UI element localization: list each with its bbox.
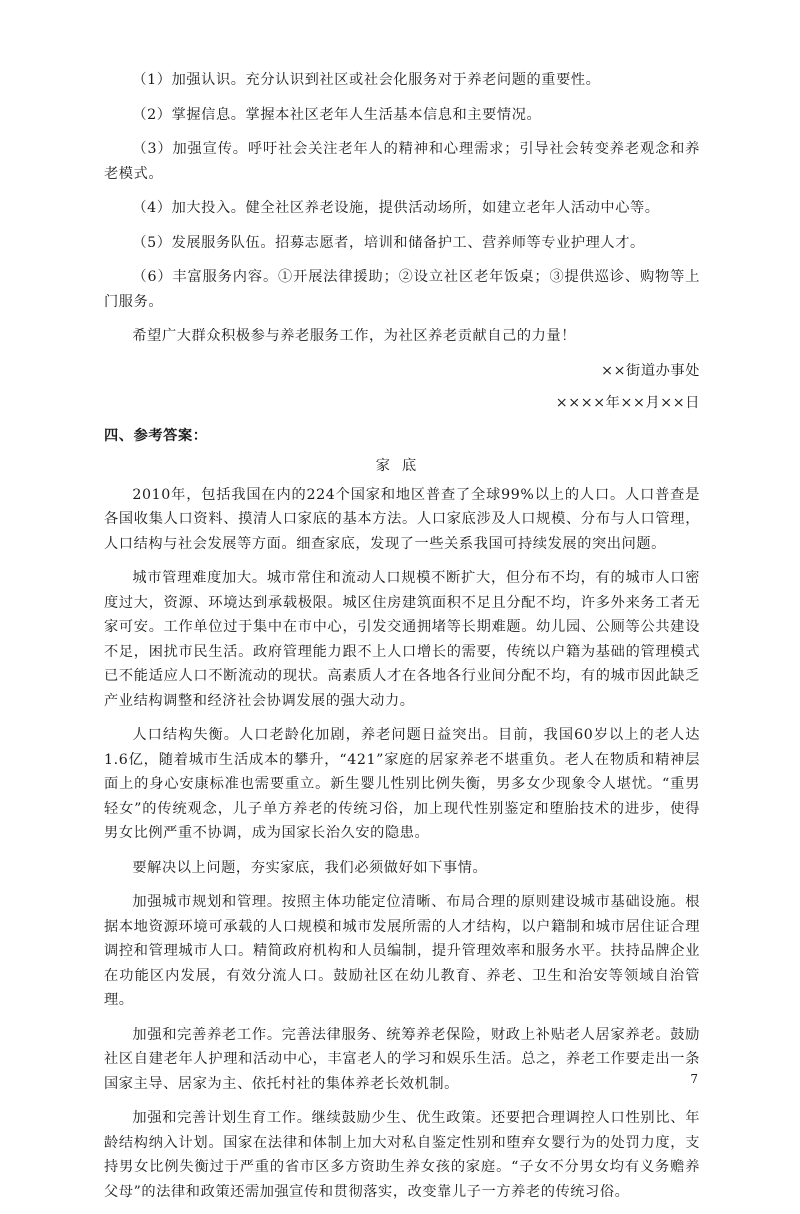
- closing-sentence: 希望广大群众积极参与养老服务工作，为社区养老贡献自己的力量！: [132, 328, 577, 344]
- list-item-5: （5）发展服务队伍。招募志愿者，培训和储备护工、营养师等专业护理人才。: [132, 234, 645, 251]
- list-item-3: （3）加强宣传。呼吁社会关注老年人的精神和心理需求；引导社会转变养老观念和养老模式。: [104, 141, 700, 182]
- date-line: ××××年××月××日: [555, 395, 700, 411]
- signature: ××街道办事处: [601, 362, 700, 379]
- paragraph-transition: 要解决以上问题，夯实家底，我们必须做好如下事情。: [132, 859, 488, 876]
- section-heading: 四、参考答案：: [104, 427, 208, 444]
- page-number: 7: [690, 1072, 698, 1086]
- page-content: [104, 68, 700, 1214]
- list-item-4: （4）加大投入。健全社区养老设施，提供活动场所，如建立老年人活动中心等。: [132, 200, 660, 216]
- paragraph-intro: 2010年，包括我国在内的224个国家和地区普查了全球99%以上的人口。人口普查是各国收集人口资料、摸清人口家底的基本方法。人口家底涉及人口规模、分布与人口管理，人口结构与社会发展等方面。细查家底，发现了一些关系我国可持续发展的突出问题。: [104, 486, 700, 552]
- paragraph-population-structure: 人口结构失衡。人口老龄化加剧，养老问题日益突出。目前，我国60岁以上的老人达1.6亿，随着城市生活成本的攀升，“421”家庭的居家养老不堪重负。老人在物质和精神层面上的身心安康标准也需要重立。新生婴儿性别比例失衡，男多女少现象令人堪忧。“重男轻女”的传统观念，儿子单方养老的传统习俗，加上现代性别鉴定和堕胎技术的进步，使得男女比例严重不协调，成为国家长治久安的隐患。: [104, 727, 700, 841]
- paragraph-city-management: 城市管理难度加大。城市常住和流动人口规模不断扩大，但分布不均，有的城市人口密度过大，资源、环境达到承载极限。城区住房建筑面积不足且分配不均，许多外来务工者无家可安。工作单位过于集中在市中心，引发交通拥堵等长期难题。幼儿园、公厕等公共建设不足，困扰市民生活。政府管理能力跟不上人口增长的需要，传统以户籍为基础的管理模式已不能适应人口不断流动的现状。高素质人才在各地各行业间分配不均，有的城市因此缺乏产业结构调整和经济社会协调发展的强大动力。: [104, 570, 700, 709]
- paragraph-city-planning: 加强城市规划和管理。按照主体功能定位清晰、布局合理的原则建设城市基础设施。根据本地资源环境可承载的人口规模和城市发展所需的人才结构，以户籍制和城市居住证合理调控和管理城市人口。精简政府机构和人员编制，提升管理效率和服务水平。扶持品牌企业在功能区内发展，有效分流人口。鼓励社区在幼儿教育、养老、卫生和治安等领域自治管理。: [104, 894, 700, 1008]
- list-item-1: （1）加强认识。充分认识到社区或社会化服务对于养老问题的重要性。: [132, 72, 601, 88]
- list-item-6: （6）丰富服务内容。①开展法律援助；②设立社区老年饭桌；③提供巡诊、购物等上门服务。: [104, 269, 700, 310]
- list-item-2: （2）掌握信息。掌握本社区老年人生活基本信息和主要情况。: [132, 106, 542, 123]
- essay-title: 家底: [375, 458, 429, 474]
- paragraph-elderly-care: 加强和完善养老工作。完善法律服务、统筹养老保险，财政上补贴老人居家养老。鼓励社区自建老年人护理和活动中心，丰富老人的学习和娱乐生活。总之，养老工作要走出一条国家主导、居家为主、依托村社的集体养老长效机制。: [104, 1026, 700, 1092]
- paragraph-family-planning: 加强和完善计划生育工作。继续鼓励少生、优生政策。还要把合理调控人口性别比、年龄结构纳入计划。国家在法律和体制上加大对私自鉴定性别和堕弃女婴行为的处罚力度，支持男女比例失衡过于严重的省市区多方资助生养女孩的家庭。“子女不分男女均有义务赡养父母”的法律和政策还需加强宣传和贯彻落实，改变靠儿子一方养老的传统习俗。: [104, 1110, 700, 1200]
